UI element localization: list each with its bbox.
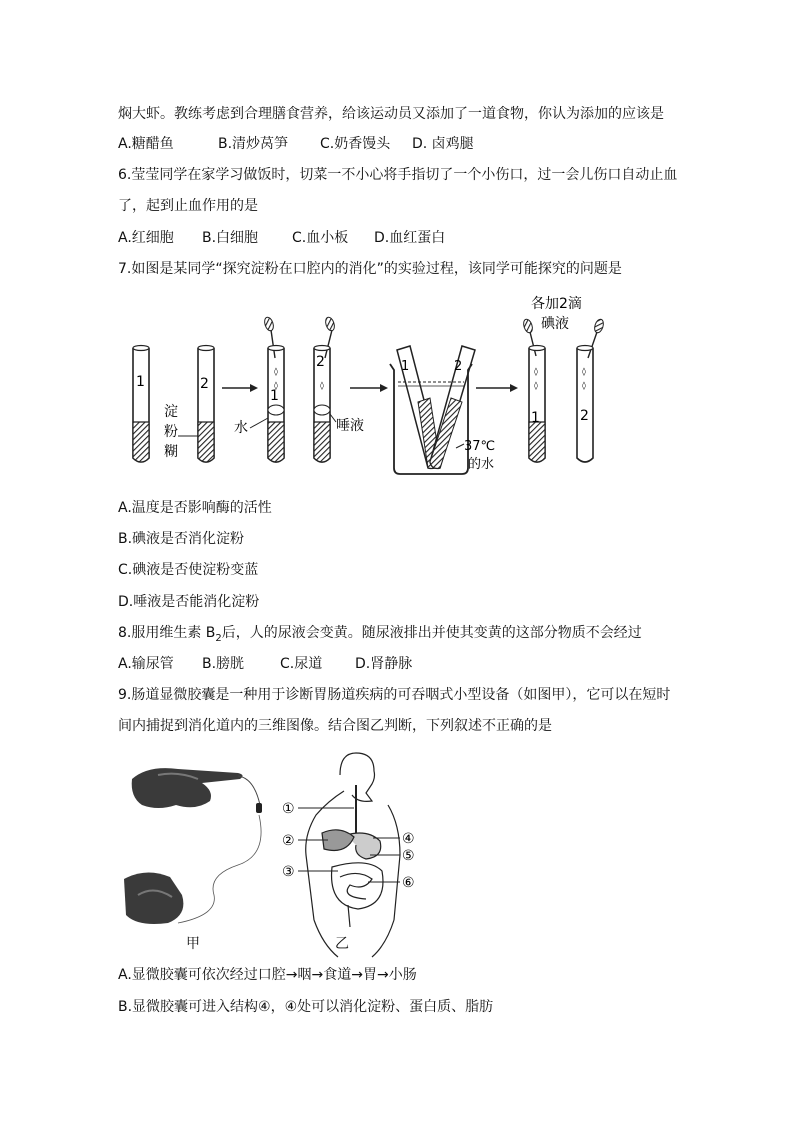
marker-4: ④ bbox=[402, 831, 415, 847]
q7-option-c[interactable]: C.碘液是否使淀粉变蓝 bbox=[118, 562, 259, 578]
q9-option-a[interactable]: A.显微胶囊可依次经过口腔→咽→食道→胃→小肠 bbox=[118, 967, 417, 983]
saliva-label: 唾液 bbox=[336, 418, 364, 434]
q7-experiment-figure bbox=[118, 290, 618, 490]
tube-1-iodine-label: 1 bbox=[531, 410, 540, 426]
tube-2-iodine-label: 2 bbox=[580, 408, 589, 424]
tube-1-iodine bbox=[529, 346, 545, 463]
starch-label-3: 糊 bbox=[164, 444, 178, 460]
q6-option-d[interactable]: D.血红蛋白 bbox=[374, 230, 446, 246]
marker-1: ① bbox=[282, 801, 295, 817]
svg-text:◊: ◊ bbox=[582, 367, 586, 376]
q7-option-a[interactable]: A.温度是否影响酶的活性 bbox=[118, 500, 272, 516]
q7-stem: 7.如图是某同学“探究淀粉在口腔内的消化”的实验过程，该同学可能探究的问题是 bbox=[118, 261, 622, 277]
q8-option-a[interactable]: A.输尿管 bbox=[118, 656, 174, 672]
q9-option-b[interactable]: B.显微胶囊可进入结构④，④处可以消化淀粉、蛋白质、脂肪 bbox=[118, 999, 494, 1015]
svg-text:◊: ◊ bbox=[274, 367, 278, 376]
q8-options bbox=[118, 654, 412, 674]
q8-option-b[interactable]: B.膀胱 bbox=[202, 656, 245, 672]
svg-text:◊: ◊ bbox=[534, 381, 538, 390]
q5-options bbox=[118, 134, 474, 154]
svg-text:◊: ◊ bbox=[582, 381, 586, 390]
marker-6: ⑥ bbox=[402, 875, 415, 891]
tube-1-initial bbox=[133, 346, 149, 463]
marker-3: ③ bbox=[282, 864, 295, 880]
bath-water-label: 的水 bbox=[468, 457, 495, 472]
q6-option-a[interactable]: A.红细胞 bbox=[118, 230, 174, 246]
q6-stem-line1: 6.莹莹同学在家学习做饭时，切菜一不小心将手指切了一个小伤口，过一会儿伤口自动止血 bbox=[118, 167, 678, 183]
q6-option-c[interactable]: C.血小板 bbox=[292, 230, 349, 246]
iodine-label-1: 各加2滴 bbox=[531, 296, 582, 312]
q5-option-c[interactable]: C.奶香馒头 bbox=[320, 136, 391, 152]
q9-figure bbox=[118, 745, 438, 960]
marker-5: ⑤ bbox=[402, 848, 415, 864]
starch-label-2: 粉 bbox=[164, 424, 178, 440]
q8-option-d[interactable]: D.肾静脉 bbox=[355, 656, 413, 672]
q8-subscript: 2 bbox=[215, 632, 222, 644]
tube-1-label: 1 bbox=[136, 374, 145, 390]
q9-stem-line2: 间内捕捉到消化道内的三维图像。结合图乙判断，下列叙述不正确的是 bbox=[118, 718, 552, 734]
arrow-2 bbox=[350, 384, 388, 392]
q9-stem-line1: 9.肠道显微胶囊是一种用于诊断胃肠道疾病的可吞咽式小型设备（如图甲），它可以在短时 bbox=[118, 687, 671, 703]
dropper-4-icon bbox=[588, 318, 605, 358]
bath-tube-2-label: 2 bbox=[454, 359, 463, 374]
dropper-1-icon bbox=[263, 316, 275, 358]
q6-options bbox=[118, 228, 445, 248]
q7-option-b[interactable]: B.碘液是否消化淀粉 bbox=[118, 531, 245, 547]
hand-photo-image bbox=[124, 768, 262, 924]
q8-stem: 8.服用维生素 $B_2$后，人的尿液会变黄。随尿液排出并使其变黄的这部分物质不会经过 bbox=[118, 625, 642, 644]
tube-1-water-label: 1 bbox=[270, 388, 279, 404]
svg-text:◊: ◊ bbox=[534, 367, 538, 376]
q6-stem-line2: 了，起到止血作用的是 bbox=[118, 198, 258, 214]
bath-tube-1-label: 1 bbox=[401, 359, 410, 374]
q5-option-b[interactable]: B.清炒莴笋 bbox=[218, 136, 289, 152]
q7-option-d[interactable]: D.唾液是否能消化淀粉 bbox=[118, 594, 260, 610]
iodine-label-2: 碘液 bbox=[541, 316, 569, 332]
arrow-3 bbox=[476, 384, 518, 392]
arrow-1 bbox=[222, 384, 258, 392]
capsule-icon bbox=[256, 803, 262, 813]
tube-2-iodine bbox=[577, 346, 593, 463]
svg-text:◊: ◊ bbox=[320, 381, 324, 390]
tube-2-initial bbox=[198, 346, 214, 463]
q6-option-b[interactable]: B.白细胞 bbox=[202, 230, 259, 246]
svg-text:◊: ◊ bbox=[274, 381, 278, 390]
figure-label-jia: 甲 bbox=[186, 936, 200, 952]
starch-label-1: 淀 bbox=[164, 404, 178, 420]
q5-option-a[interactable]: A.糖醋鱼 bbox=[118, 136, 174, 152]
water-label: 水 bbox=[234, 420, 248, 436]
tube-2-label: 2 bbox=[200, 376, 209, 392]
bath-temp-label: 37℃ bbox=[464, 439, 496, 454]
marker-2: ② bbox=[282, 833, 295, 849]
q5-text: 焖大虾。教练考虑到合理膳食营养，给该运动员又添加了一道食物，你认为添加的应该是 bbox=[118, 106, 664, 122]
tube-2-saliva-label: 2 bbox=[316, 354, 325, 370]
q8-option-c[interactable]: C.尿道 bbox=[280, 656, 323, 672]
q5-option-d[interactable]: D. 卤鸡腿 bbox=[412, 136, 474, 152]
figure-label-yi: 乙 bbox=[335, 936, 349, 952]
